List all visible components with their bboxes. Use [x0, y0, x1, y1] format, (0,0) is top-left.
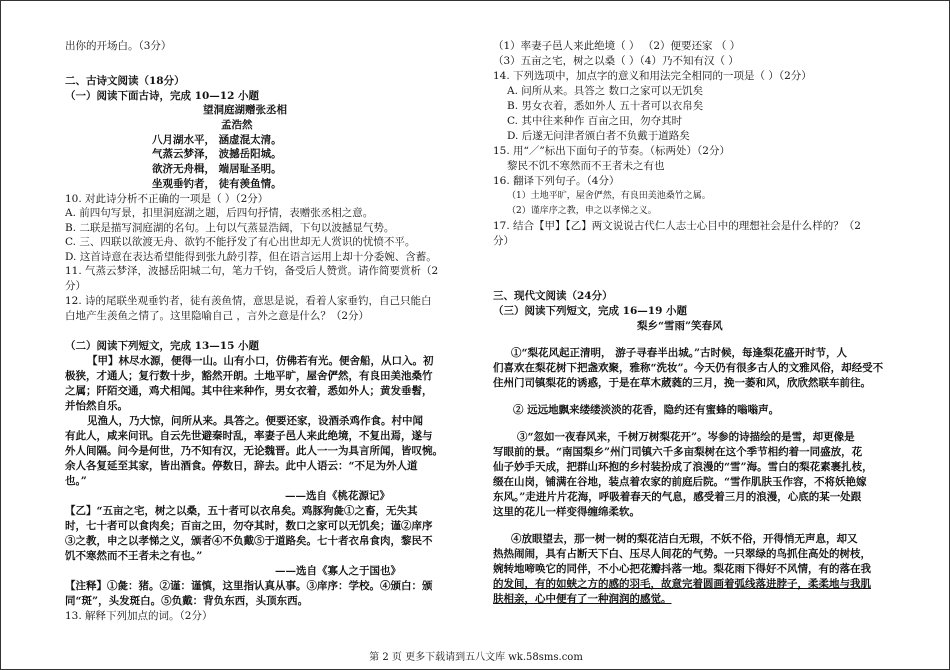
right-text-line: 梨乡“雪雨”笑春风	[637, 320, 723, 332]
left-text-line: 出你的开场白。（3分）	[65, 40, 172, 52]
right-text-line: 三、现代文阅读（24分）	[493, 290, 613, 302]
right-text-line: 这里的花儿一样变得缠绵柔软。	[493, 506, 640, 518]
left-text-line: 见渔人，乃大惊，问所从来。具答之。便要还家，设酒杀鸡作食。村中闻	[87, 415, 423, 427]
left-text-line: 望洞庭湖赠张丞相	[203, 104, 287, 116]
right-text-line: 黎民不饥不寒然而不王者未之有也	[507, 160, 665, 172]
right-text-line: B. 男女衣着，悉如外人 五十者可以衣帛矣	[507, 100, 704, 112]
left-text-line: ——选自《寡人之于国也》	[275, 565, 401, 577]
left-text-line: 外人间隔。问今是何世，乃不知有汉，无论魏晋。此人一一为具言所闻，皆叹惋。	[65, 445, 443, 457]
right-text-line: 16. 翻译下列句子。（4分）	[493, 175, 620, 187]
right-text-line: ③“忽如一夜春风来，千树万树梨花开”。岑参的诗描绘的是雪，却更像是	[517, 431, 855, 443]
left-text-line: ——选自《桃花源记》	[285, 490, 390, 502]
right-text-line: C. 其中往来种作 百亩之田，勿夺其时	[507, 115, 683, 127]
right-text-line: 仙子妙手天成，把群山环抱的乡村装扮成了浪漫的“雪”海。雪白的梨花素裹扎枝，	[493, 461, 873, 473]
left-text-line: ③之教，申之以孝悌之义，颁者④不负戴⑤于道路矣。七十者衣帛食肉，黎民不	[65, 535, 433, 547]
right-text-line: 住州门司镇梨花的诱惑，于是在草木葳蕤的三月，挽一萎和风，欣欣然联车前往。	[493, 377, 871, 389]
left-text-line: 孟浩然	[221, 119, 253, 131]
right-text-line: 15. 用“／”标出下面句子的节奏。（标两处）（2分）	[493, 145, 730, 157]
right-text-line: 婉转地啼唤它的同伴，不小心把花瓣抖落一地。梨花雨下得好不风情，有的落在我	[493, 563, 871, 575]
left-text-line: 饥不寒然而不王者未之有也。”	[65, 550, 203, 562]
right-text-line: （三）阅读下列短文，完成 16—19 小题	[493, 305, 688, 317]
right-text-line: 写眼前的景。“南国梨乡”州门司镇六千多亩梨树在这个季节相约着一同盛放，花	[493, 446, 863, 458]
right-text-line: 的发间，有的如蛱之方的感的羽毛，故意完着圆画着弧线落进脖子，柔柔地与我肌	[493, 578, 871, 590]
left-text-line: 同“斑”，头发斑白。⑤负戴：背负东西，头顶东西。	[65, 595, 309, 607]
right-text-line: （1）土地平旷，屋舍俨然，有良田美池桑竹之属。	[507, 191, 711, 201]
left-text-line: 【乙】“五亩之宅，树之以桑，五十者可以衣帛矣。鸡豚狗彘①之畜，无失其	[65, 505, 418, 517]
right-text-line: 缀在山岗，铺满在谷地，装点着农家的前庭后院。“雪作肌肤玉作容，不将妖艳嫁	[493, 476, 867, 488]
left-text-line: 10. 对此诗分析不正确的一项是（ ）（2分）	[65, 193, 269, 205]
left-text-line: 也。”	[65, 475, 87, 487]
right-text-line: （1）率妻子邑人来此绝境（ ） （2）便要还家 （ ）	[493, 40, 741, 52]
page-footer: 第 2 页 更多下载请到五八文库 wk.58sms.com	[369, 652, 583, 663]
right-text-line: 分）	[493, 235, 514, 247]
left-text-line: 时，七十者可以食肉矣；百亩之田，勿夺其时，数口之家可以无饥矣；谨②庠序	[65, 520, 433, 532]
left-text-line: 【甲】林尽水源，便得一山。山有小口，仿佛若有光。便舍船，从口入。初	[87, 355, 434, 367]
left-text-line: 二、古诗文阅读（18分）	[65, 75, 185, 87]
left-text-line: 并怡然自乐。	[65, 400, 128, 412]
left-text-line: 欲济无舟楫， 端居耻圣明。	[152, 163, 282, 175]
left-text-line: 白地产生羡鱼之情了。这里隐喻自己 ，言外之意是什么？（2分）	[65, 310, 370, 322]
left-text-line: （二）阅读下列短文，完成 13—15 小题	[65, 340, 260, 352]
left-text-line: 13. 解释下列加点的词。（2分）	[65, 610, 213, 622]
left-text-line: 气蒸云梦泽， 波撼岳阳城。	[152, 148, 282, 160]
left-text-line: C. 三、四联以欲渡无舟、欲钓不能抒发了有心出世却无人赏识的忧愤不平。	[65, 236, 416, 248]
left-text-line: 11. 气蒸云梦泽，波撼岳阳城二句，笔力千钧，备受后人赞赏。请作简要赏析（2	[65, 265, 439, 277]
left-text-line: B. 二联是描写洞庭湖的名句。上句以气蒸显浩阔，下句以波撼显气势。	[65, 222, 395, 234]
left-text-line: 【注释】①彘：猪。②谨：谨慎，这里指认真从事。③庠序：学校。④颁白：颁	[65, 580, 433, 592]
right-text-line: 热热闹闹，具有占断天下白、压尽人间花的气势。一只翠绿的鸟抓住高处的树枝，	[493, 548, 871, 560]
right-text-line: ①“梨花风起正清明， 游子寻春半出城。”古时候，每逢梨花盛开时节，人	[511, 347, 847, 359]
right-text-line: 肤相亲，心中便有了一种润润的感觉。	[493, 593, 672, 605]
left-text-line: D. 这首诗意在表达希望能得到张九龄引荐，但在语言运用上却十分委婉、含蓄。	[65, 251, 437, 263]
left-text-line: 分）	[65, 280, 86, 292]
left-text-line: 八月湖水平， 涵虚混太清。	[152, 134, 282, 146]
left-text-line: 坐观垂钓者， 徒有羡鱼情。	[152, 178, 282, 190]
right-text-line: A. 问所从来。具答之 数口之家可以无饥矣	[507, 85, 704, 97]
right-text-line: ④放眼望去，那一树一树的梨花洁白无瑕，不妖不俗，开得悄无声息，却又	[511, 533, 858, 545]
right-text-line: 们喜欢在梨花树下把盏欢聚，雅称“洗妆”。今天仍有很多古人的文雅风俗，却经受不	[493, 362, 884, 374]
left-text-line: 有此人，咸来问讯。自云先世避秦时乱，率妻子邑人来此绝境，不复出焉，遂与	[65, 430, 433, 442]
right-text-line: ② 远远地飘来缕缕淡淡的花香，隐约还有蜜蜂的嗡嗡声。	[513, 404, 780, 416]
right-text-line: 14. 下列选项中，加点字的意义和用法完全相同的一项是（ ）（2分）	[493, 70, 812, 82]
right-text-line: D. 后遂无问津者颁白者不负戴于道路矣	[507, 130, 690, 142]
left-text-line: （一）阅读下面古诗，完成 10—12 小题	[65, 90, 260, 102]
left-text-line: 极狭，才通人；复行数十步，豁然开朗。土地平旷，屋舍俨然，有良田美池桑竹	[65, 370, 433, 382]
left-text-line: A. 前四句写景，扣里洞庭湖之题，后四句抒情，表赠张丞相之意。	[65, 207, 374, 219]
left-text-line: 余人各复延至其家，皆出酒食。停数日，辞去。此中人语云：“不足为外人道	[65, 460, 418, 472]
right-text-line: 东风。”走进片片花海，呼吸着春天的气息，感受着三月的浪漫，心底的某一处跟	[493, 491, 862, 503]
right-text-line: 17. 结合【甲】【乙】两文说说古代仁人志士心目中的理想社会是什么样的？（2	[493, 220, 861, 232]
left-text-line: 12. 诗的尾联坐观垂钓者，徒有羡鱼情，意思是说，看着人家垂钓，自己只能白	[65, 295, 432, 307]
right-text-line: （2）谨庠序之教，申之以孝悌之义。	[507, 206, 657, 216]
left-text-line: 之属；阡陌交通，鸡犬相闻。其中往来种作，男女衣着，悉如外人；黄发垂髫，	[65, 385, 433, 397]
right-text-line: （3）五亩之宅，树之以桑（ ）（4）乃不知有汉（ ）	[493, 55, 739, 67]
